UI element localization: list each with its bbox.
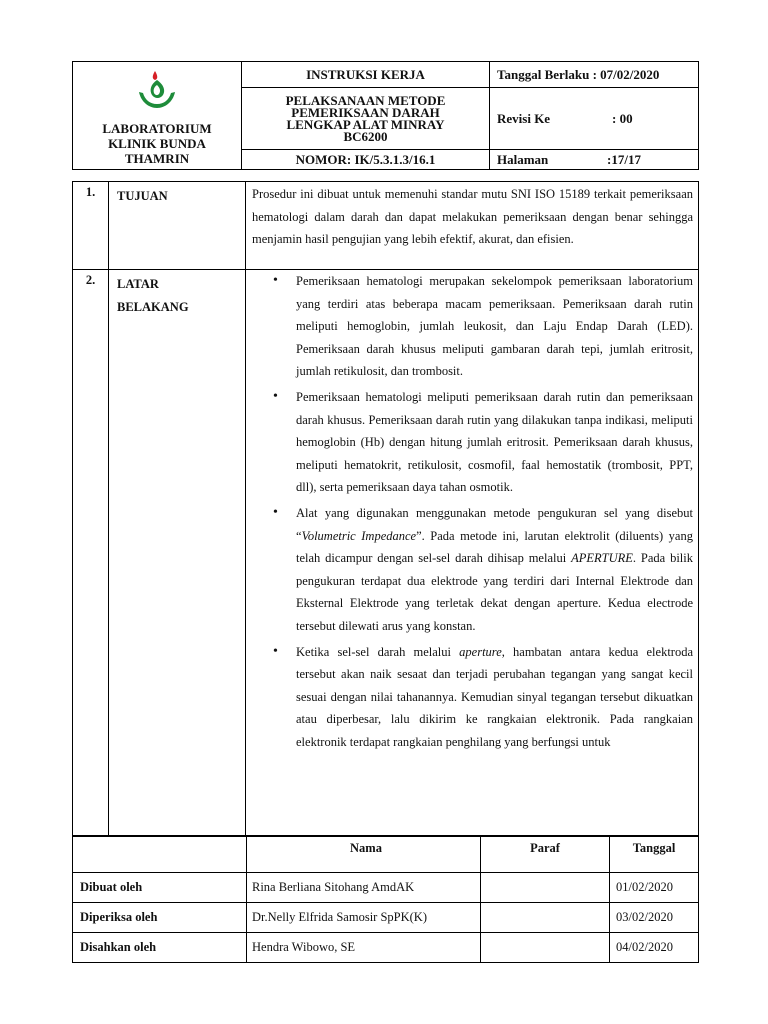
section-text: Prosedur ini dibuat untuk memenuhi standar mutu SNI ISO 15189 terkait pemeriksaan hematologi dalam darah dan dapat melakukan pemeriksaan dengan benar sehingga menjamin hasil pengujian yang lebih efektif, akurat, dan efisien. <box>246 182 699 270</box>
tanggal-berlaku: Tanggal Berlaku : 07/02/2020 <box>490 62 699 88</box>
title-line: BC6200 <box>343 128 388 144</box>
title-line: PEMERIKSAAN DARAH <box>291 104 440 120</box>
revisi-label: Revisi Ke <box>497 110 551 126</box>
section-title-line: BELAKANG <box>117 300 189 314</box>
col-tanggal-header: Tanggal <box>610 837 699 873</box>
table-row <box>73 903 699 933</box>
approval-table <box>72 836 699 963</box>
title-line: LENGKAP ALAT MINRAY <box>286 116 445 132</box>
bullet-italic-text: aperture <box>459 644 502 659</box>
bullet-item: • Pemeriksaan hematologi merupakan sekelompok pemeriksaan laboratorium yang terdiri atas beberapa macam pemeriksaan. Pemeriksaan darah rutin meliputi hemoglobin, jumlah leukosit, dan Laju Endap Darah (LED). Pemeriksaan darah khusus meliputi gambaran darah tepi, jumlah eritrosit, jumlah retikulosit, dan trombosit. <box>296 270 693 383</box>
lab-name-line: LABORATORIUM <box>102 120 212 136</box>
paraf-cell <box>481 903 610 933</box>
logo-cell <box>73 62 242 170</box>
revisi-value: : 00 <box>612 110 633 126</box>
bullet-text: Alat yang digunakan menggunakan metode pengukuran sel yang disebut “ <box>296 505 693 543</box>
section-title <box>109 270 246 836</box>
document-title <box>242 88 490 150</box>
paraf-cell <box>481 933 610 963</box>
bullet-italic-text: Volumetric Impedance <box>301 528 417 543</box>
empty-header-cell <box>73 837 247 873</box>
date-cell: 03/02/2020 <box>610 903 699 933</box>
role-cell: Diperiksa oleh <box>73 903 247 933</box>
lab-name-line: THAMRIN <box>124 150 190 166</box>
date-cell: 01/02/2020 <box>610 873 699 903</box>
section-number: 2. <box>73 270 109 836</box>
section-title-line: LATAR <box>117 277 159 291</box>
col-paraf-header: Paraf <box>481 837 610 873</box>
bullet-text: Ketika sel-sel darah melalui <box>296 644 460 659</box>
name-cell: Hendra Wibowo, SE <box>247 933 481 963</box>
bullet-text: ”. Pada metode ini, larutan elektrolit (diluents) yang telah dicampur dengan sel-sel darah dihisap melalui <box>296 528 693 566</box>
table-row <box>73 873 699 903</box>
bullet-italic-text: APERTURE <box>571 551 633 566</box>
section-bullets-cell <box>246 270 699 836</box>
bullet-text: , hambatan antara kedua elektroda tersebut akan naik sesaat dan terjadi perubahan tegangan yang sangat kecil sesuai dengan nilai tahanannya. Kemudian sinyal tegangan tersebut dikuatkan atau diperbesar, lalu dikirim ke rangkaian elektronik. Pada rangkaian elektronik terdapat rangkaian penghilang yang berfungsi untuk <box>296 644 693 749</box>
clinic-logo-icon <box>135 68 179 112</box>
revisi-cell <box>490 88 699 150</box>
bullet-list <box>252 270 693 753</box>
bullet-text: . Pada bilik pengukuran terdapat dua elektrode yang terdiri dari Internal Elektrode dan Eksternal Elektrode yang terletak dekat dengan aperture. Kedua electrode tersebut dilewati arus yang konstan. <box>296 551 693 633</box>
paraf-cell <box>481 873 610 903</box>
section-number: 1. <box>73 182 109 270</box>
lab-name-line: KLINIK BUNDA <box>108 135 206 151</box>
title-line: PELAKSANAAN METODE <box>285 92 446 108</box>
name-cell: Rina Berliana Sitohang AmdAK <box>247 873 481 903</box>
section-title: TUJUAN <box>109 182 246 270</box>
date-cell: 04/02/2020 <box>610 933 699 963</box>
doc-type: INSTRUKSI KERJA <box>242 62 490 88</box>
name-cell: Dr.Nelly Elfrida Samosir SpPK(K) <box>247 903 481 933</box>
document-number: NOMOR: IK/5.3.1.3/16.1 <box>242 150 490 170</box>
bullet-item <box>296 502 693 638</box>
table-row <box>73 933 699 963</box>
lab-name <box>73 121 241 166</box>
bullet-item <box>296 641 693 754</box>
col-nama-header: Nama <box>247 837 481 873</box>
role-cell: Dibuat oleh <box>73 873 247 903</box>
role-cell: Disahkan oleh <box>73 933 247 963</box>
halaman-label: Halaman <box>497 151 549 167</box>
halaman-cell <box>490 150 699 170</box>
content-table <box>72 181 699 836</box>
document-header-table <box>72 61 699 170</box>
bullet-item: • Pemeriksaan hematologi meliputi pemeriksaan darah rutin dan pemeriksaan darah khusus. Pemeriksaan darah rutin yang dilakukan tanpa indikasi, meliputi hemoglobin (Hb) dengan hitung jumlah eritrosit. Pemeriksaan darah khusus, meliputi hematokrit, retikulosit, cosmofil, faal hemostatik (trombosit, PPT, dll), serta pemeriksaan daya tahan osmotik. <box>296 386 693 499</box>
halaman-value: :17/17 <box>607 151 641 167</box>
